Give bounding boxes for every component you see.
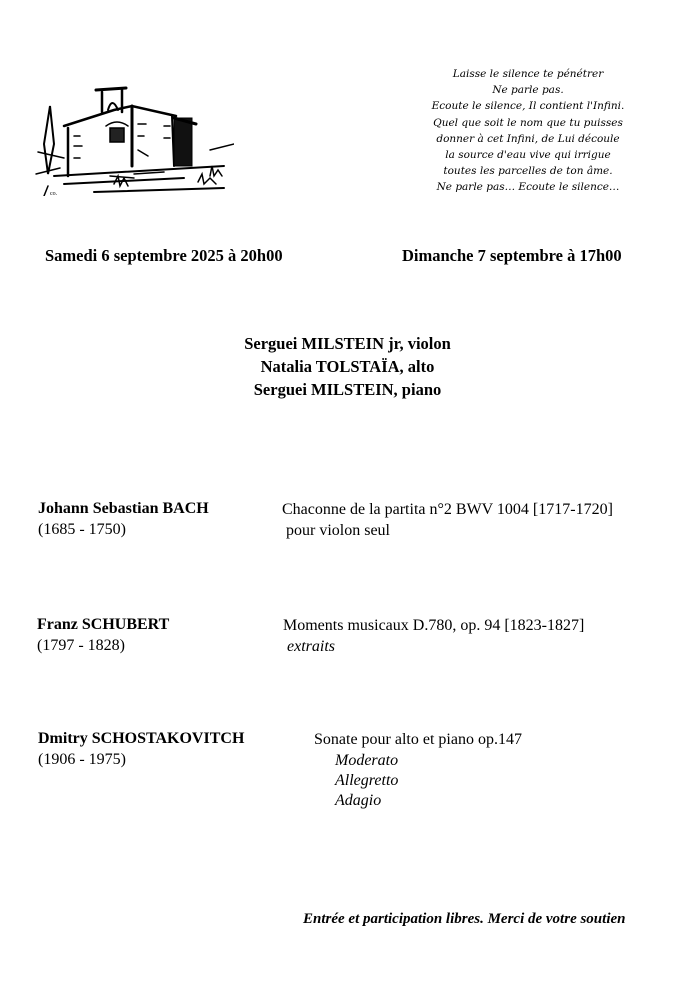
composer-years: (1685 - 1750) [38,521,126,538]
performer: Serguei MILSTEIN jr, violon [244,334,451,353]
performer: Serguei MILSTEIN, piano [253,380,442,399]
work-detail: extraits [283,638,335,655]
composer-name: Franz SCHUBERT [37,616,170,633]
poem [410,66,646,196]
work-title: Moments musicaux D.780, op. 94 [1823-1827] [283,617,585,634]
composer-years: (1797 - 1828) [37,637,125,654]
poem-line: toutes les parcelles de ton âme. [443,165,613,178]
work-title: Sonate pour alto et piano op.147 [314,731,522,748]
poem-line: Ne parle pas. [492,84,564,97]
poem-line: Ne parle pas… Ecoute le silence… [436,181,620,194]
movement: Allegretto [335,772,399,789]
work-detail: pour violon seul [282,522,390,539]
composer-name: Dmitry SCHOSTAKOVITCH [38,730,245,747]
composer-years: (1906 - 1975) [38,751,126,768]
movement: Moderato [335,752,399,769]
performers [0,332,695,401]
poem-line: Laisse le silence te pénétrer [452,68,604,80]
footer-note: Entrée et participation libres. Merci de votre soutien [303,911,626,927]
work-title: Chaconne de la partita n°2 BWV 1004 [1717-1720] [282,501,613,518]
concert-date-sunday: Dimanche 7 septembre à 17h00 [402,246,622,265]
concert-date-saturday: Samedi 6 septembre 2025 à 20h00 [45,246,283,265]
performer: Natalia TOLSTAÏA, alto [260,357,435,376]
composer-name: Johann Sebastian BACH [38,500,209,517]
poem-line: Ecoute le silence, Il contient l'Infini. [431,100,625,113]
chapel-illustration [14,66,234,196]
svg-text:co.: co. [50,191,58,196]
movement: Adagio [335,792,382,809]
poem-line: Quel que soit le nom que tu puisses [433,116,623,129]
poem-line: donner à cet Infini, de Lui découle [436,132,620,145]
poem-line: la source d'eau vive qui irrigue [445,149,611,162]
